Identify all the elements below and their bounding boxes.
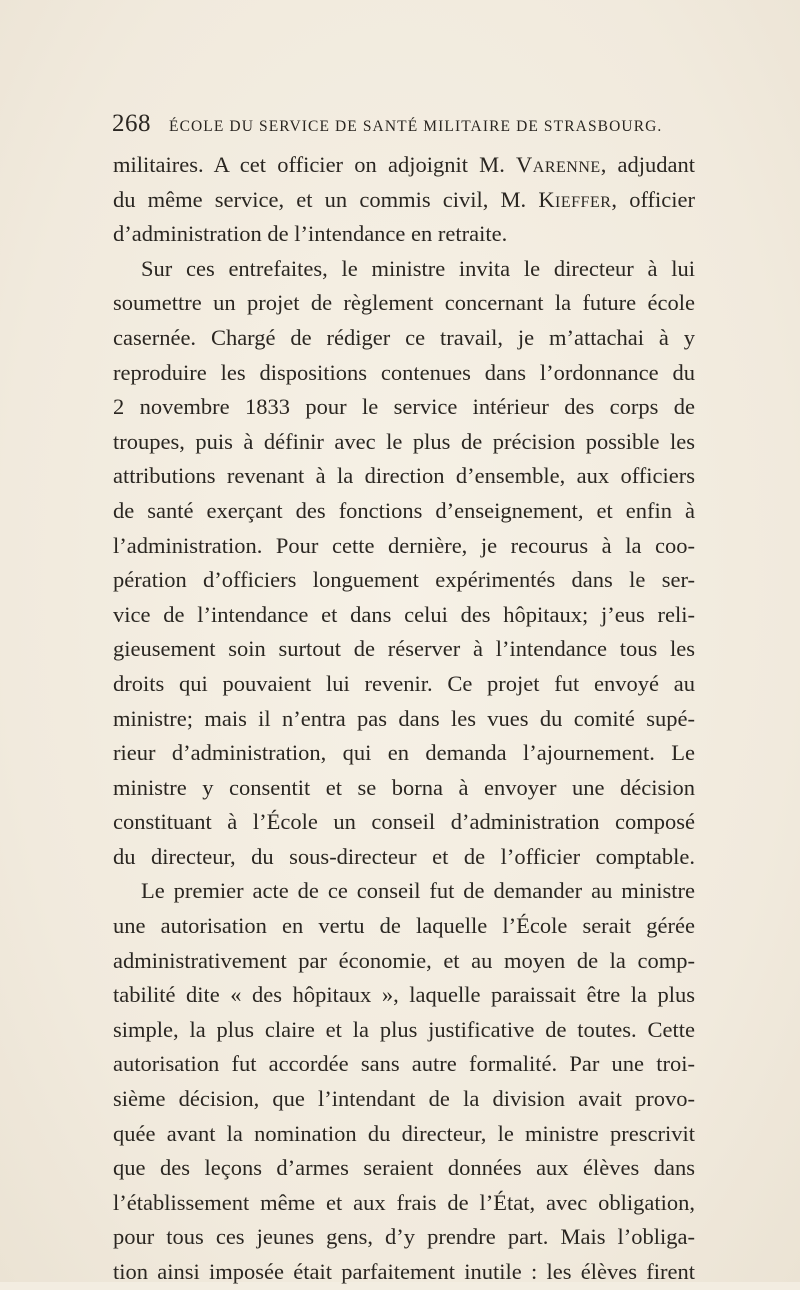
text-line: rieur d’administration, qui en demanda l’ajournement. Le: [113, 740, 695, 766]
text-line: militaires. A cet officier on adjoignit M. Varenne, adjudant: [113, 152, 696, 177]
text-line: attributions revenant à la direction d’ensemble, aux officiers: [113, 463, 695, 489]
text-line: du directeur, du sous-directeur et de l’officier comptable.: [113, 843, 695, 869]
text-line: soumettre un projet de règlement concernant la future école: [113, 290, 695, 316]
text-line: ministre y consentit et se borna à envoyer une décision: [113, 774, 695, 800]
body-text: [113, 148, 695, 1290]
text-line: troupes, puis à définir avec le plus de précision possible les: [113, 428, 695, 454]
text-line: du même service, et un commis civil, M. Kieffer, officier: [113, 186, 695, 212]
text-line: gieusement soin surtout de réserver à l’intendance tous les: [113, 636, 695, 662]
text-line: d’administration de l’intendance en retraite.: [113, 221, 508, 247]
text-line: ministre; mais il n’entra pas dans les vues du comité supé-: [113, 705, 695, 731]
text-line: constituant à l’École un conseil d’administration composé: [113, 809, 695, 835]
text-line: Le premier acte de ce conseil fut de demander au ministre: [141, 878, 695, 904]
text-line: administrativement par économie, et au moyen de la comp-: [113, 947, 695, 973]
text-line: pération d’officiers longuement expérimentés dans le ser-: [113, 567, 695, 593]
text-line: l’administration. Pour cette dernière, je recourus à la coo-: [113, 532, 695, 558]
text-line: vice de l’intendance et dans celui des hôpitaux; j’eus reli-: [113, 601, 695, 627]
text-line: de santé exerçant des fonctions d’enseignement, et enfin à: [113, 497, 695, 523]
page-header: [112, 110, 712, 140]
text-line: simple, la plus claire et la plus justificative de toutes. Cette: [113, 1016, 695, 1042]
text-line: quée avant la nomination du directeur, le ministre prescrivit: [113, 1120, 695, 1146]
text-line: pour tous ces jeunes gens, d’y prendre part. Mais l’obliga-: [113, 1224, 695, 1250]
running-head: ÉCOLE DU SERVICE DE SANTÉ MILITAIRE DE STRASBOURG.: [169, 118, 663, 135]
text-line: une autorisation en vertu de laquelle l’École serait gérée: [113, 913, 695, 939]
text-line: reproduire les dispositions contenues dans l’ordonnance du: [113, 359, 695, 385]
person-name: Varenne: [516, 152, 601, 177]
text-line: autorisation fut accordée sans autre formalité. Par une troi-: [113, 1051, 695, 1077]
text-line: tion ainsi imposée était parfaitement inutile : les élèves firent: [113, 1259, 695, 1284]
text-line: Sur ces entrefaites, le ministre invita le directeur à lui: [141, 255, 695, 281]
text-line: tabilité dite « des hôpitaux », laquelle paraissait être la plus: [113, 982, 695, 1008]
text-line: l’établissement même et aux frais de l’État, avec obligation,: [113, 1189, 695, 1215]
person-name: Kieffer: [538, 186, 612, 212]
text-line: sième décision, que l’intendant de la division avait provo-: [113, 1086, 695, 1112]
text-line: 2 novembre 1833 pour le service intérieur des corps de: [113, 394, 695, 420]
text-line: que des leçons d’armes seraient données aux élèves dans: [113, 1155, 695, 1181]
text-line: casernée. Chargé de rédiger ce travail, je m’attachai à y: [113, 324, 695, 350]
text-line: droits qui pouvaient lui revenir. Ce projet fut envoyé au: [113, 670, 695, 696]
page-number: 268: [112, 110, 151, 137]
